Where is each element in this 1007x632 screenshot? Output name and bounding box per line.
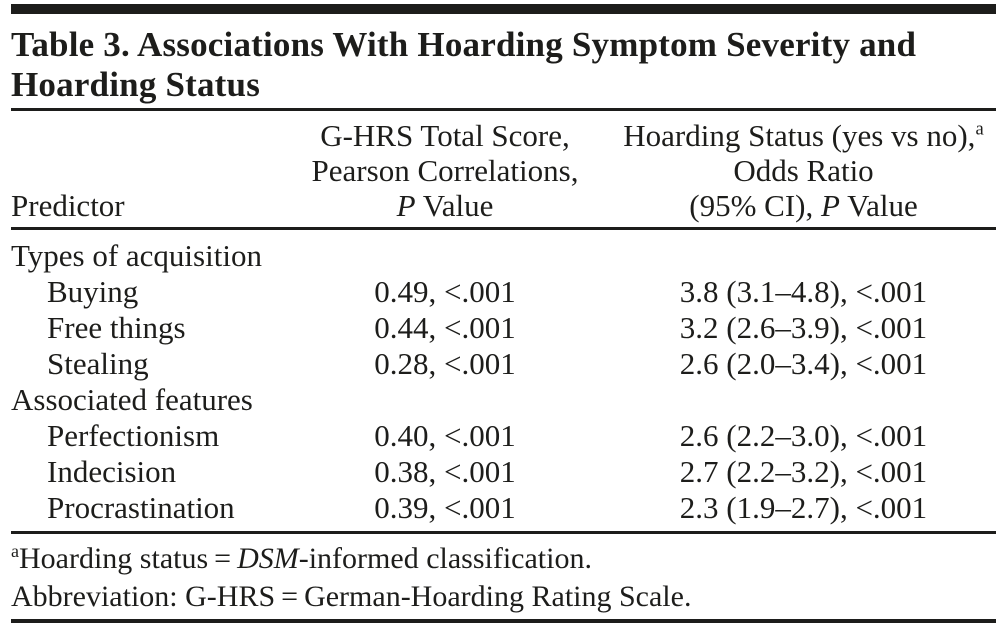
table-row-free-things — [11, 310, 996, 346]
predictor-cell: Procrastination — [47, 490, 235, 525]
predictor-cell: Indecision — [47, 454, 177, 489]
column-header-ghrs-score: G-HRS Total Score, Pearson Correlations, P Value — [311, 118, 579, 223]
predictor-cell: Perfectionism — [47, 418, 220, 453]
odds-cell: 2.6 (2.0–3.4), <.001 — [679, 346, 928, 381]
section-label: Types of acquisition — [11, 238, 262, 273]
footnote-hoarding-status: $^a$Hoarding status = DSM-informed classification. — [11, 541, 592, 575]
odds-cell: 2.7 (2.2–3.2), <.001 — [679, 454, 928, 489]
pearson-cell — [279, 238, 611, 274]
odds-cell: 2.6 (2.2–3.0), <.001 — [679, 418, 928, 453]
pearson-cell: 0.38, <.001 — [374, 454, 516, 489]
odds-cell — [611, 238, 996, 274]
pearson-cell: 0.40, <.001 — [374, 418, 516, 453]
odds-cell — [611, 382, 996, 418]
pearson-cell: 0.44, <.001 — [374, 310, 516, 345]
section-row-types-of-acquisition — [11, 238, 996, 274]
pearson-cell: 0.49, <.001 — [374, 274, 516, 309]
pearson-cell: 0.28, <.001 — [374, 346, 516, 381]
table-header-row — [11, 111, 996, 230]
table-row-procrastination — [11, 490, 996, 526]
table-row-indecision — [11, 454, 996, 490]
footnote-abbreviation: Abbreviation: G-HRS = German-Hoarding Rating Scale. — [11, 580, 692, 613]
table-footnotes — [11, 534, 996, 623]
column-header-hoarding-status: Hoarding Status (yes vs no),$^a$ Odds Ratio (95% CI), P Value — [623, 118, 984, 223]
column-header-predictor: Predictor — [11, 188, 125, 223]
table-top-rule — [11, 4, 996, 14]
pearson-cell — [279, 382, 611, 418]
footnote-marker: a — [11, 541, 19, 561]
table-title-line1: Table 3. Associations With Hoarding Symptom Severity and — [11, 25, 917, 64]
odds-cell: 2.3 (1.9–2.7), <.001 — [679, 490, 928, 525]
table-title-line2: Hoarding Status — [11, 65, 261, 104]
predictor-cell: Free things — [47, 310, 186, 345]
table-title — [11, 25, 996, 111]
section-row-associated-features — [11, 382, 996, 418]
odds-cell: 3.2 (2.6–3.9), <.001 — [679, 310, 928, 345]
table-row-stealing — [11, 346, 996, 382]
odds-cell: 3.8 (3.1–4.8), <.001 — [679, 274, 928, 309]
section-label: Associated features — [11, 382, 253, 417]
table-row-perfectionism — [11, 418, 996, 454]
header-footnote-marker: a — [975, 118, 984, 140]
table-body — [11, 230, 996, 534]
predictor-cell: Stealing — [47, 346, 149, 381]
predictor-cell: Buying — [47, 274, 139, 309]
pearson-cell: 0.39, <.001 — [374, 490, 516, 525]
table-row-buying — [11, 274, 996, 310]
